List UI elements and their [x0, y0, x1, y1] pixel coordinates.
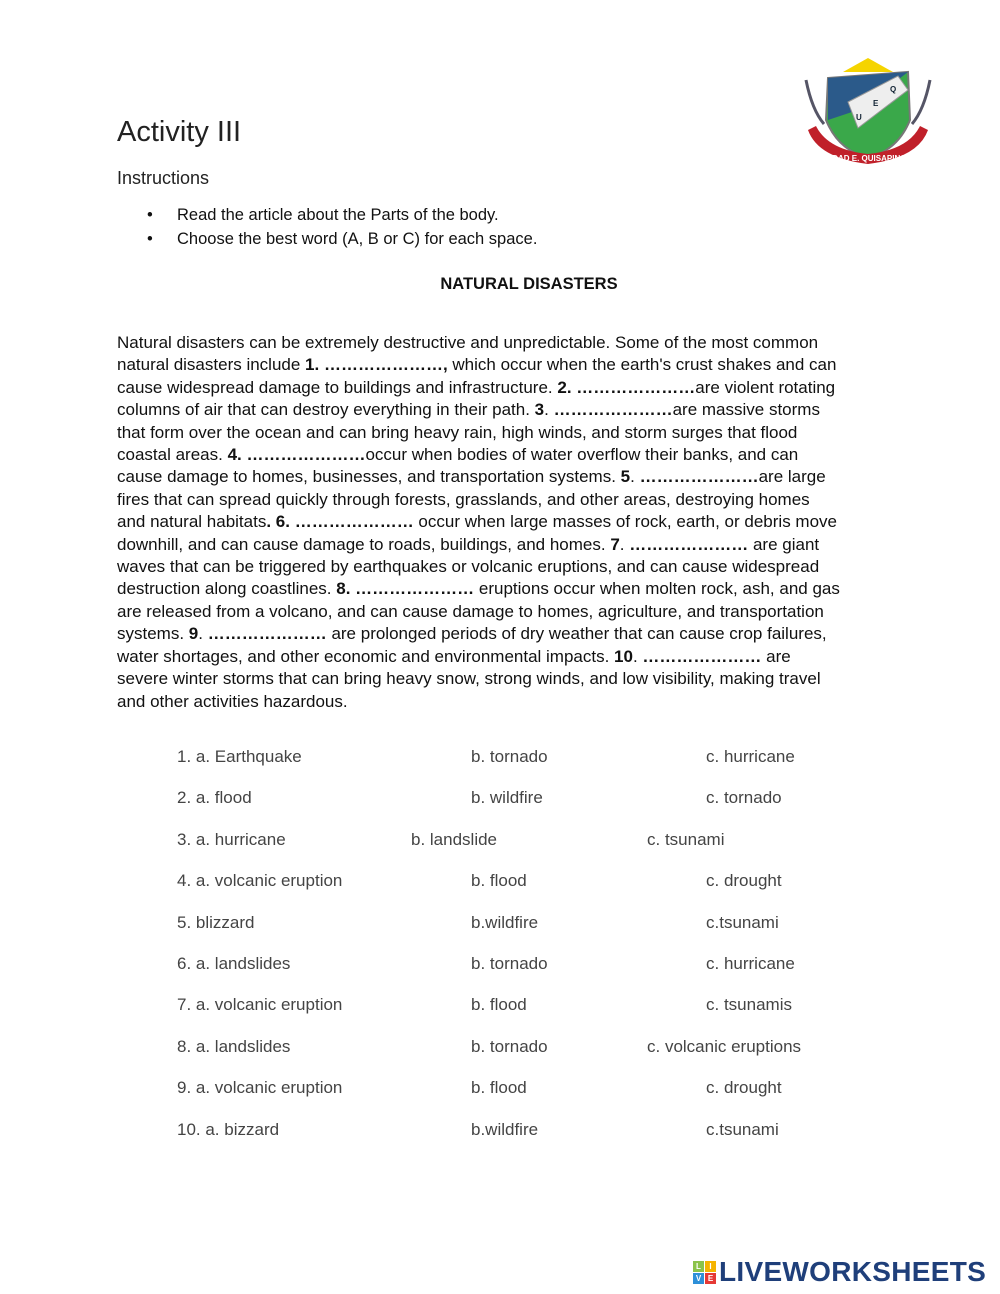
article-line [117, 466, 840, 488]
article-text-segment: occur when large masses of rock, earth, or debris move [413, 512, 837, 532]
article-line [117, 623, 840, 645]
question-options-row [0, 871, 1000, 912]
instruction-list [147, 206, 537, 254]
option-c[interactable]: c.tsunami [706, 912, 779, 932]
blank-number: 2. ………………… [557, 377, 696, 397]
article-text-segment: are violent rotating [695, 377, 836, 397]
article-text-segment: Natural disasters can be extremely destructive and unpredictable. Some of the most common [117, 333, 819, 352]
option-c[interactable]: c. tsunamis [706, 995, 792, 1015]
option-a[interactable]: 4. a. volcanic eruption [177, 871, 343, 891]
blank-number: ………………… [207, 624, 327, 644]
article-text-segment: . [630, 467, 640, 487]
question-options-row [0, 1078, 1000, 1119]
question-options-row [0, 913, 1000, 954]
article-line [117, 354, 840, 376]
page-title: Activity III [117, 116, 242, 148]
option-a[interactable]: 2. a. flood [177, 788, 252, 808]
option-c[interactable]: c. hurricane [706, 953, 795, 973]
article-text-segment: . [632, 646, 643, 666]
article-text-segment: water shortages, and other economic and environmental impacts. [117, 646, 615, 666]
article-text-segment: . [619, 534, 630, 554]
blank-number: ………………… [629, 534, 749, 554]
liveworksheets-logo [693, 1256, 986, 1288]
blank-number: 8. ………………… [336, 579, 475, 599]
option-a[interactable]: 10. a. bizzard [177, 1119, 280, 1139]
article-text-segment: coastal areas. [117, 445, 228, 465]
question-options-row [0, 747, 1000, 788]
blank-number: 10 [614, 646, 633, 666]
option-c[interactable]: c. hurricane [706, 747, 795, 766]
article-text-segment: eruptions occur when molten rock, ash, and gas [474, 579, 840, 599]
question-options-row [0, 1037, 1000, 1078]
question-options-row [0, 995, 1000, 1036]
article-line [117, 444, 840, 466]
question-options-row [0, 788, 1000, 829]
option-b[interactable]: b. wildfire [471, 788, 543, 808]
article-line [117, 534, 840, 556]
article-text-segment: severe winter storms that can bring heavy snow, strong winds, and low visibility, making travel [117, 669, 821, 689]
blank-number: 7 [610, 534, 620, 554]
question-options-row [0, 954, 1000, 995]
article-text-segment: are large [758, 467, 826, 487]
instruction-item: • Read the article about the Parts of the body. [147, 206, 537, 230]
answer-options [0, 747, 1000, 1161]
blank-number: 1. …………………, [305, 355, 448, 375]
svg-text:UNIDAD E. QUISAPINCHA: UNIDAD E. QUISAPINCHA [818, 154, 918, 163]
article-text-segment: columns of air that can destroy everything in their path. [117, 400, 535, 420]
article-text-segment: destruction along coastlines. [117, 579, 337, 599]
school-crest-logo [798, 50, 938, 168]
article-heading: NATURAL DISASTERS [440, 275, 618, 293]
article-text-segment: are prolonged periods of dry weather that can cause crop failures, [326, 624, 827, 644]
article-text-segment: are released from a volcano, and can cause damage to homes, agriculture, and transportation [117, 601, 824, 621]
option-c[interactable]: c. tornado [706, 788, 782, 808]
question-options-row [0, 830, 1000, 871]
article-line [117, 332, 840, 354]
option-b[interactable]: b. landslide [411, 829, 498, 849]
svg-text:Q: Q [890, 85, 897, 94]
option-b[interactable]: b. flood [471, 871, 527, 891]
blank-number: ………………… [553, 400, 673, 420]
article-line [117, 489, 840, 511]
article-text-segment: systems. [117, 624, 189, 644]
option-a[interactable]: 9. a. volcanic eruption [177, 1078, 343, 1098]
article-line [117, 556, 840, 578]
article-line [117, 399, 840, 421]
instruction-item: • Choose the best word (A, B or C) for each space. [147, 230, 537, 254]
blank-number: ………………… [639, 467, 759, 487]
option-a[interactable]: 1. a. Earthquake [177, 747, 302, 766]
article-text-segment: . [198, 624, 208, 644]
article-line [117, 578, 840, 600]
article-line [117, 601, 840, 623]
option-b[interactable]: b.wildfire [471, 1119, 539, 1139]
option-c[interactable]: c. tsunami [647, 829, 725, 849]
article-text-segment: and natural habitats [117, 512, 267, 532]
blank-number: 5 [620, 467, 631, 487]
article-text-segment: and other activities hazardous. [117, 691, 348, 711]
question-options-row [0, 1120, 1000, 1161]
option-b[interactable]: b.wildfire [471, 912, 539, 932]
article-text-segment: cause damage to homes, businesses, and transportation systems. [117, 467, 621, 487]
article-text-segment: occur when bodies of water overflow their banks, and can [365, 445, 799, 465]
article-text-segment: downhill, and can cause damage to roads, buildings, and homes. [117, 534, 611, 554]
article-text-segment: cause widespread damage to buildings and infrastructure. [117, 377, 558, 397]
blank-number: 9 [188, 624, 199, 644]
option-b[interactable]: b. flood [471, 995, 527, 1015]
article-text-segment: which occur when the earth's crust shakes and can [447, 355, 837, 375]
option-b[interactable]: b. tornado [471, 953, 548, 973]
article-text [117, 332, 840, 713]
option-b[interactable]: b. tornado [471, 1036, 548, 1056]
article-text-segment: are massive storms [672, 400, 820, 420]
option-a[interactable]: 8. a. landslides [177, 1036, 291, 1056]
blank-number: 3 [534, 400, 545, 420]
article-line [117, 422, 840, 444]
article-line [117, 668, 840, 690]
article-text-segment: are giant [748, 534, 820, 554]
article-text-segment: natural disasters include [117, 355, 306, 375]
option-c[interactable]: c.tsunami [706, 1119, 779, 1139]
article-text-segment: . [544, 400, 554, 420]
option-a[interactable]: 7. a. volcanic eruption [177, 995, 343, 1015]
option-c[interactable]: c. drought [706, 1078, 782, 1098]
option-c[interactable]: c. volcanic eruptions [647, 1036, 802, 1056]
blank-number: . 6. ………………… [266, 512, 414, 532]
article-text-segment: are [761, 646, 791, 666]
option-a[interactable]: 6. a. landslides [177, 953, 291, 973]
article-line [117, 377, 840, 399]
instructions-label: Instructions [117, 168, 210, 188]
svg-text:E: E [873, 99, 879, 108]
article-text-segment: fires that can spread quickly through forests, grasslands, and other areas, destroying homes [117, 489, 810, 509]
article-line [117, 691, 840, 713]
option-a[interactable]: 3. a. hurricane [177, 829, 286, 849]
article-line [117, 511, 840, 533]
option-a[interactable]: 5. blizzard [177, 912, 255, 932]
option-b[interactable]: b. tornado [471, 747, 548, 766]
article-text-segment: waves that can be triggered by earthquakes or volcanic eruptions, and can cause widespread [117, 557, 820, 577]
blank-number: ………………… [642, 646, 762, 666]
option-c[interactable]: c. drought [706, 871, 782, 891]
liveworksheets-brand: LIVEWORKSHEETS [719, 1256, 987, 1287]
article-text-segment: that form over the ocean and can bring heavy rain, high winds, and storm surges that flood [117, 422, 798, 442]
liveworksheets-icon: L I V E [693, 1261, 716, 1284]
svg-text:U: U [856, 113, 862, 122]
article-line [117, 646, 840, 668]
option-b[interactable]: b. flood [471, 1078, 527, 1098]
blank-number: 4. ………………… [227, 445, 366, 465]
